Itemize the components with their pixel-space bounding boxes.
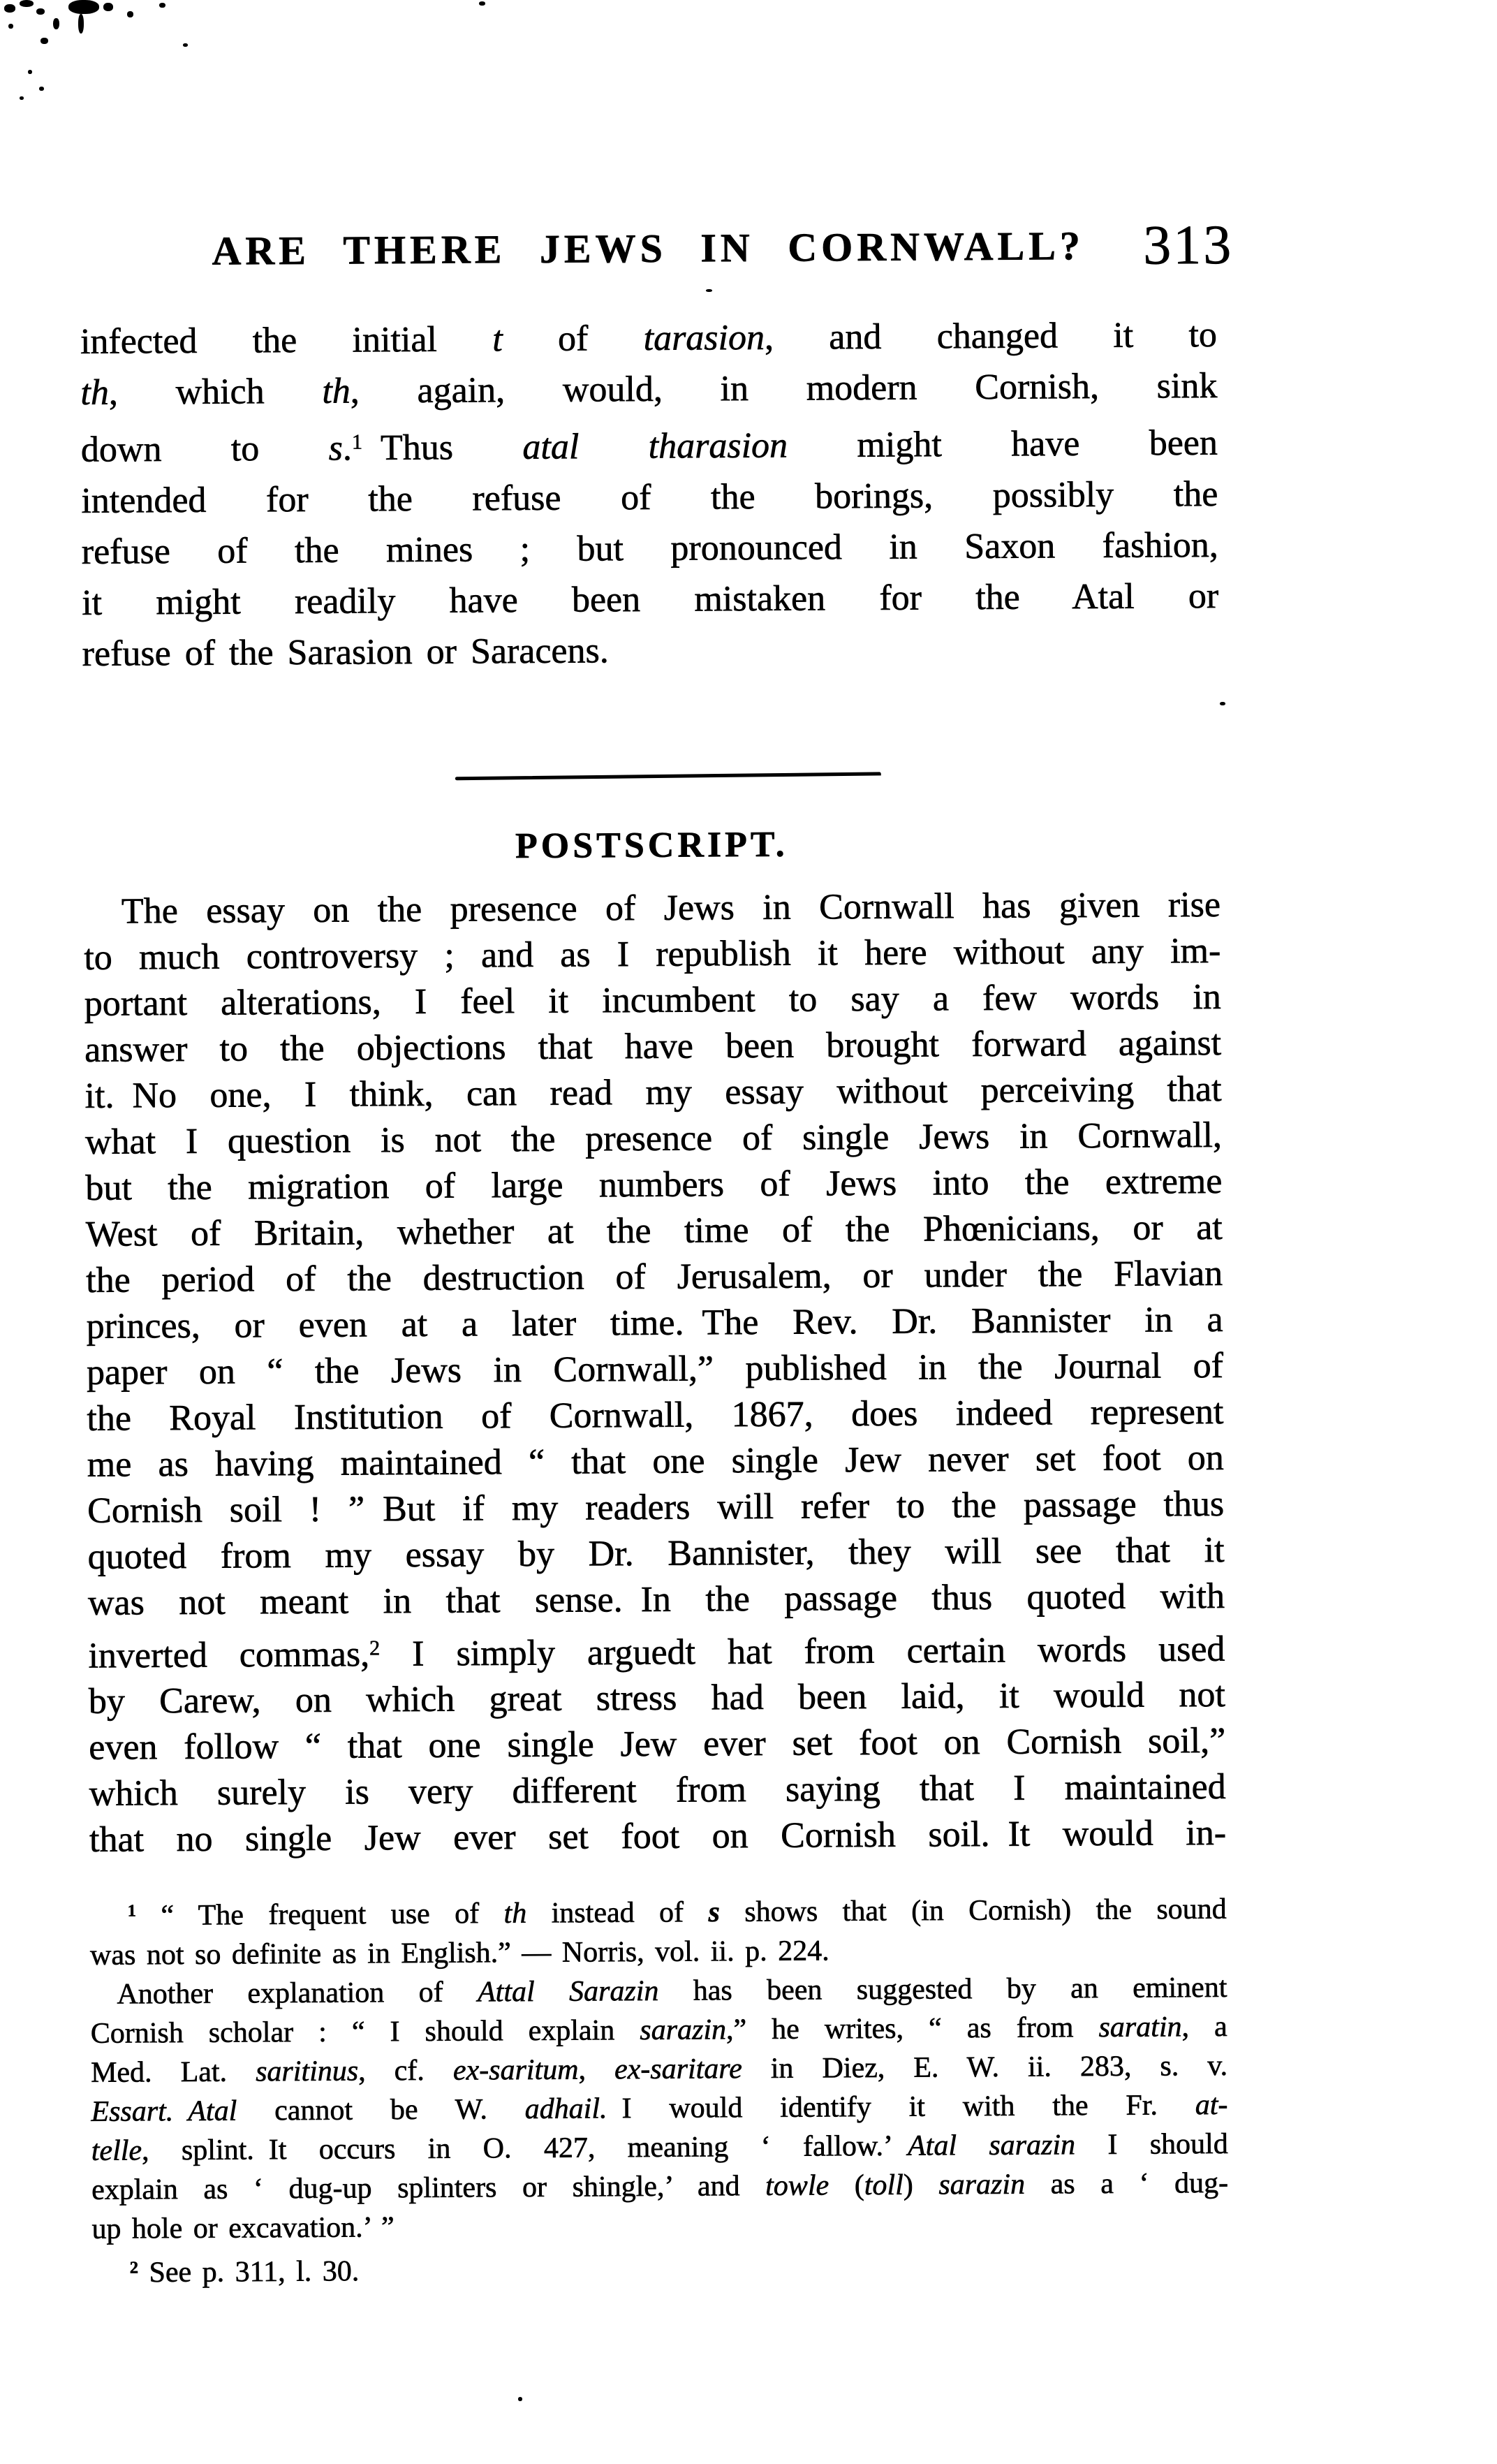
scan-speckle — [53, 18, 59, 29]
text-line: Essart. Atal cannot be W. adhail. I would identify it with the Fr. at- — [91, 2088, 1228, 2128]
text-line: infected the initial t of tarasion, and changed it to — [80, 315, 1218, 362]
scan-speckle — [1220, 702, 1225, 705]
section-divider-rule — [455, 772, 881, 780]
text-line: me as having maintained “ that one single Jew never set foot on — [87, 1437, 1224, 1485]
page-number: 313 — [1142, 214, 1234, 277]
text-line: paper on “ the Jews in Cornwall,” published in the Journal of — [86, 1345, 1224, 1393]
text-line: quoted from my essay by Dr. Bannister, they will see that it — [87, 1530, 1225, 1577]
footnotes-section — [90, 1885, 1229, 2292]
text-line: The essay on the presence of Jews in Cornwall has given rise — [121, 884, 1221, 932]
scan-speckle — [8, 24, 13, 29]
text-line: what I question is not the presence of single Jews in Cornwall, — [84, 1115, 1223, 1162]
scan-speckle — [20, 96, 24, 100]
scan-speckle — [28, 70, 32, 74]
text-line: portant alterations, I feel it incumbent to say a few words in — [84, 976, 1221, 1024]
text-line: down to s.$^1$ Thus atal tharasion might have been — [80, 423, 1218, 470]
text-line: telle, splint. It occurs in O. 427, meaning ‘ fallow.’ Atal sarazin I should — [91, 2127, 1228, 2167]
text-line: answer to the objections that have been brought forward against — [84, 1022, 1222, 1070]
text-line: but the migration of large numbers of Jews into the extreme — [85, 1161, 1223, 1208]
scan-speckle — [39, 87, 44, 91]
text-line: $^2$ See p. 311, l. 30. — [129, 2255, 360, 2289]
text-line: even follow “ that one single Jew ever set foot on Cornish soil,” — [89, 1721, 1226, 1768]
text-line: Cornish scholar : “ I should explain sarazin,” he writes, “ as from saratin, a — [90, 2010, 1227, 2050]
text-line: Another explanation of Attal Sarazin has been suggested by an eminent — [117, 1971, 1227, 2011]
text-line: Cornish soil ! ” But if my readers will refer to the passage thus — [87, 1483, 1225, 1531]
footnote-2 — [92, 2242, 1229, 2293]
text-line: refuse of the Sarasion or Saracens. — [82, 631, 609, 674]
text-line: refuse of the mines ; but pronounced in Saxon fashion, — [81, 525, 1218, 572]
running-header — [80, 214, 1234, 277]
paragraph-continuation — [80, 309, 1219, 680]
text-block — [78, 0, 1234, 2293]
postscript-heading: POSTSCRIPT. — [515, 824, 788, 866]
text-line: West of Britain, whether at the time of the Phœnicians, or at — [85, 1207, 1223, 1254]
text-line: the Royal Institution of Cornwall, 1867, does indeed represent — [87, 1391, 1224, 1439]
text-line: to much controversy ; and as I republish it here without any im- — [84, 930, 1221, 978]
text-line: by Carew, on which great stress had been laid, it would not — [88, 1675, 1226, 1722]
text-line: explain as ‘ dug-up splinters or shingle,’ and towle (toll) sarazin as a ‘ dug- — [91, 2166, 1229, 2206]
text-line: was not meant in that sense. In the passage thus quoted with — [87, 1576, 1225, 1623]
text-line: up hole or excavation.’ ” — [91, 2211, 394, 2245]
text-line: was not so definite as in English.” — Norris, vol. ii. p. 224. — [89, 1935, 829, 1972]
footnote-1 — [90, 1885, 1227, 1975]
text-line: $^1$ “ The frequent use of th instead of s shows that (in Cornish) the sound — [127, 1893, 1227, 1933]
scan-speckle — [36, 8, 45, 15]
text-line: Med. Lat. saritinus, cf. ex-saritum, ex-saritare in Diez, E. W. ii. 283, s. v. — [90, 2049, 1228, 2089]
text-line: princes, or even at a later time. The Rev. Dr. Bannister in a — [86, 1299, 1223, 1347]
text-line: it might readily have been mistaken for the Atal or — [82, 575, 1219, 623]
scan-speckle — [20, 0, 34, 7]
text-line: that no single Jew ever set foot on Cornish soil. It would in- — [89, 1813, 1227, 1861]
text-line: it. No one, I think, can read my essay without perceiving that — [84, 1069, 1222, 1116]
text-line: th, which th, again, would, in modern Cornish, sink — [80, 366, 1218, 413]
text-line: which surely is very different from saying that I maintained — [89, 1767, 1226, 1814]
text-line: the period of the destruction of Jerusalem, or under the Flavian — [86, 1253, 1223, 1300]
footnote-1-continued — [90, 1968, 1228, 2249]
page-title: ARE THERE JEWS IN CORNWALL? — [212, 223, 1085, 274]
text-line: intended for the refuse of the borings, possibly the — [81, 474, 1218, 521]
scan-speckle — [40, 38, 48, 44]
text-line: inverted commas,$^2$ I simply arguedt hat from certain words used — [88, 1629, 1225, 1676]
scan-speckle — [4, 4, 15, 13]
scan-speckle — [518, 2397, 522, 2401]
postscript-paragraph — [84, 882, 1226, 1864]
